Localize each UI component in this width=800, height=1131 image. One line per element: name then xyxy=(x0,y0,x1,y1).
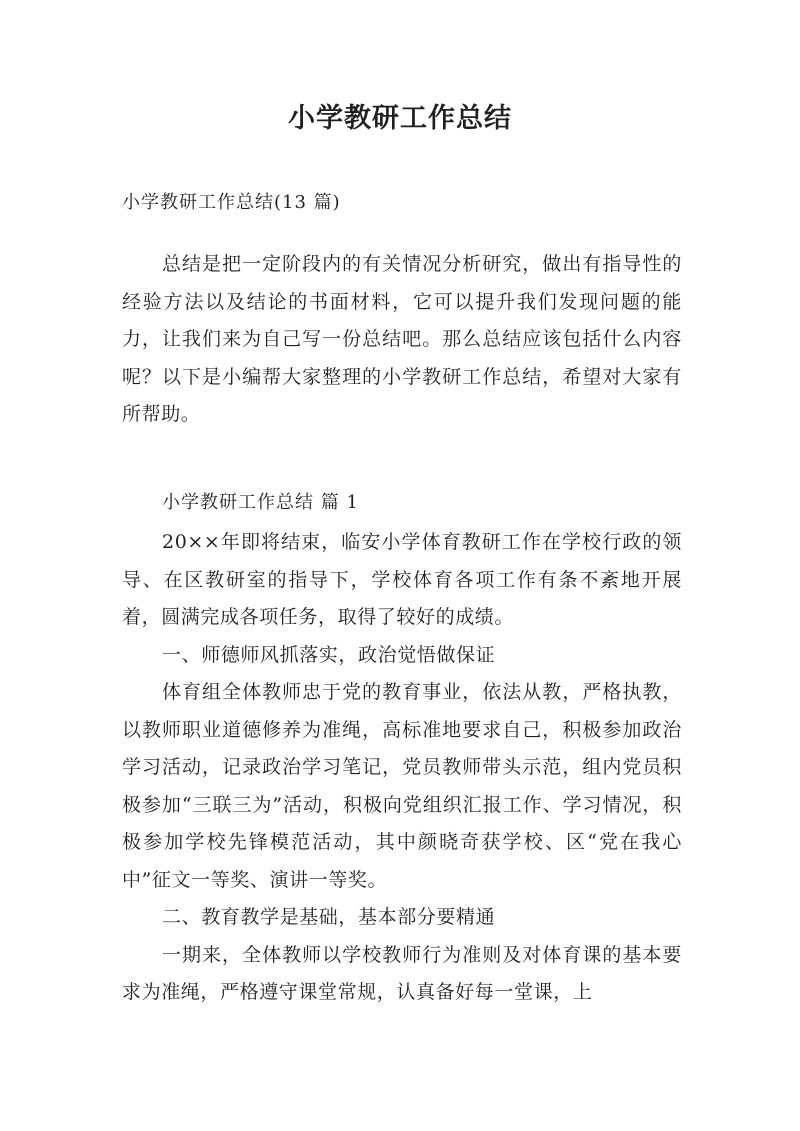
body-paragraph: 体育组全体教师忠于党的教育事业，依法从教，严格执教，以教师职业道德修养为准绳，高标准地要求自己，积极参加政治学习活动，记录政治学习笔记，党员教师带头示范，组内党员积极参加“三联三为”活动，积极向党组织汇报工作、学习情况，积极参加学校先锋模范活动，其中颜晓奇获学校、区“党在我心中”征文一等奖、演讲一等奖。 xyxy=(122,681,682,891)
intro-paragraph: 总结是把一定阶段内的有关情况分析研究，做出有指导性的经验方法以及结论的书面材料，它可以提升我们发现问题的能力，让我们来为自己写一份总结吧。那么总结应该包括什么内容呢？以下是小编帮大家整理的小学教研工作总结，希望对大家有所帮助。 xyxy=(122,253,682,425)
body-paragraph: 20××年即将结束，临安小学体育教研工作在学校行政的领导、在区教研室的指导下，学校体育各项工作有条不紊地开展着，圆满完成各项任务，取得了较好的成绩。 xyxy=(122,531,682,628)
body-text xyxy=(122,524,682,1012)
section-heading: 小学教研工作总结 篇 1 xyxy=(162,492,359,513)
body-heading-2: 二、教育教学是基础，基本部分要精通 xyxy=(162,906,496,928)
body-heading-1: 一、师德师风抓落实，政治觉悟做保证 xyxy=(162,643,496,666)
document-subtitle: 小学教研工作总结(13 篇) xyxy=(122,192,341,213)
body-paragraph: 一期来，全体教师以学校教师行为准则及对体育课的基本要求为准绳，严格遵守课堂常规，认真备好每一堂课，上 xyxy=(122,943,682,1003)
page-title: 小学教研工作总结 xyxy=(288,103,512,134)
